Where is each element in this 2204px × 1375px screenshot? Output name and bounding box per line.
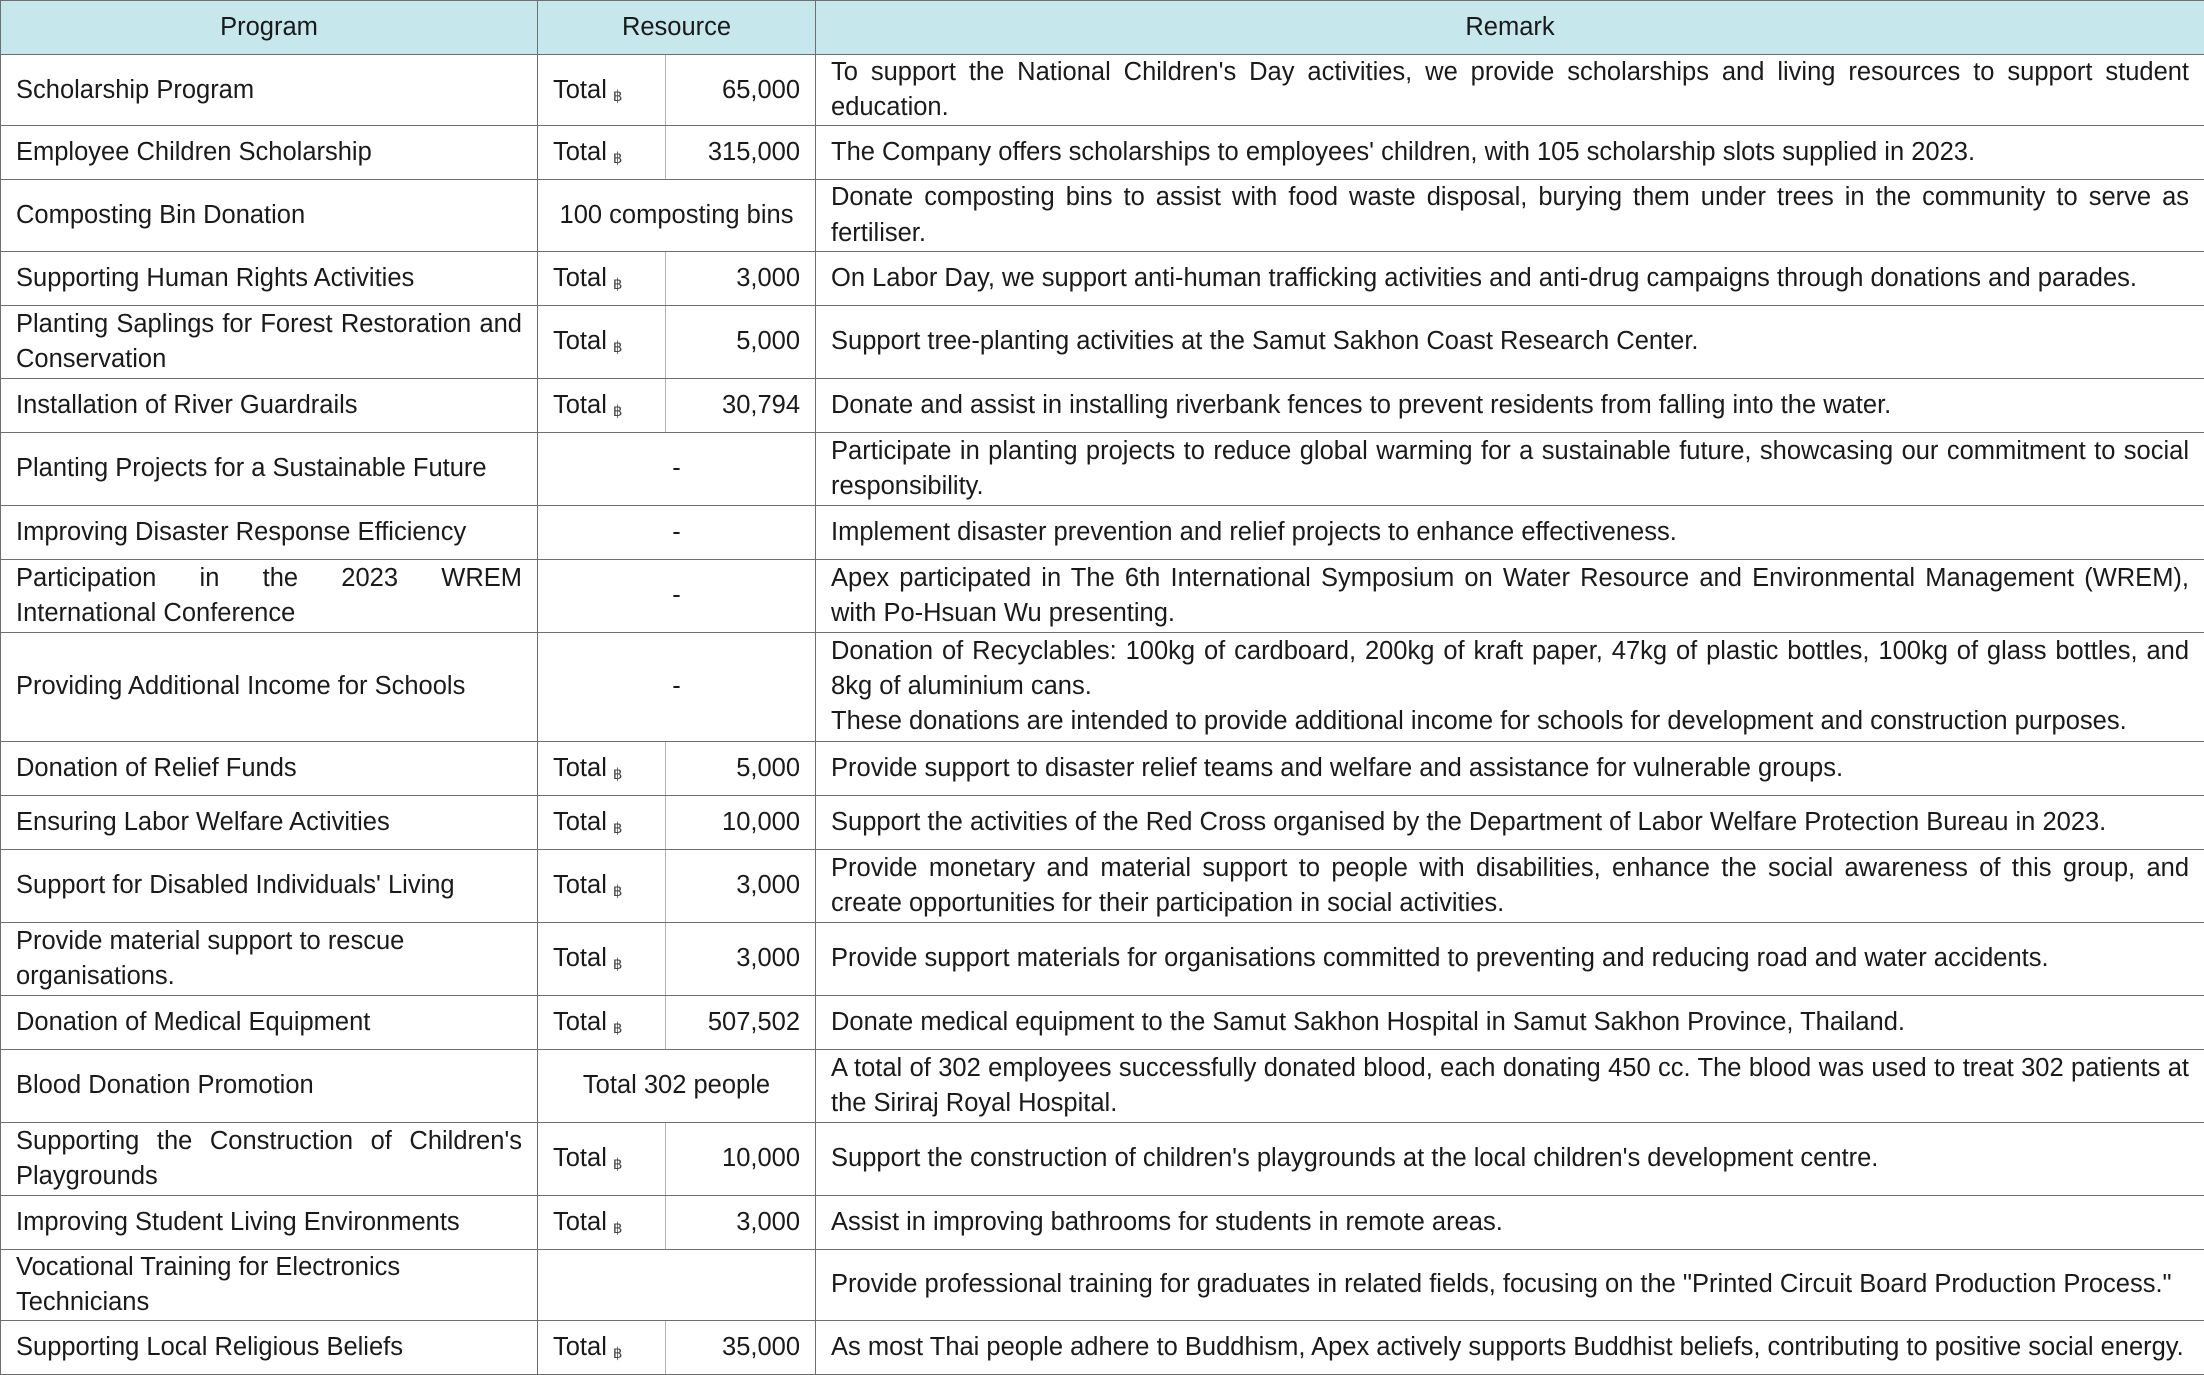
remark-cell: Provide monetary and material support to people with disabilities, enhance the social awareness of this group, and create opportunities for their participation in social activities. xyxy=(816,849,2204,922)
program-cell: Blood Donation Promotion xyxy=(1,1049,538,1122)
table-row xyxy=(1,251,2204,305)
program-cell: Vocational Training for Electronics Technicians xyxy=(1,1249,538,1320)
program-cell: Improving Disaster Response Efficiency xyxy=(1,505,538,559)
resource-unit-cell xyxy=(538,251,666,305)
table-row xyxy=(1,180,2204,251)
remark-cell: Participate in planting projects to reduce global warming for a sustainable future, showcasing our commitment to social responsibility. xyxy=(816,432,2204,505)
table-row xyxy=(1,305,2204,378)
program-cell: Employee Children Scholarship xyxy=(1,126,538,180)
table-row xyxy=(1,632,2204,741)
resource-label: Total xyxy=(553,264,607,292)
table-row xyxy=(1,505,2204,559)
remark-cell xyxy=(816,632,2204,741)
resource-label: Total xyxy=(553,391,607,419)
resource-cell: 100 composting bins xyxy=(538,180,816,251)
resource-amount-cell: 65,000 xyxy=(666,55,816,126)
resource-amount-cell: 10,000 xyxy=(666,1122,816,1195)
remark-cell: Apex participated in The 6th International Symposium on Water Resource and Environmental Management (WREM), with Po-Hsuan Wu presenting. xyxy=(816,559,2204,632)
program-cell: Provide material support to rescue organisations. xyxy=(1,922,538,995)
program-cell: Supporting the Construction of Children's Playgrounds xyxy=(1,1122,538,1195)
baht-symbol: ฿ xyxy=(613,1345,623,1362)
remark-cell: Implement disaster prevention and relief projects to enhance effectiveness. xyxy=(816,505,2204,559)
baht-symbol: ฿ xyxy=(613,276,623,293)
remark-cell: A total of 302 employees successfully donated blood, each donating 450 cc. The blood was used to treat 302 patients at the Siriraj Royal Hospital. xyxy=(816,1049,2204,1122)
table-row xyxy=(1,559,2204,632)
resource-unit-cell xyxy=(538,849,666,922)
resource-unit-cell xyxy=(538,995,666,1049)
baht-symbol: ฿ xyxy=(613,403,623,420)
remark-cell: Support the construction of children's playgrounds at the local children's development centre. xyxy=(816,1122,2204,1195)
table-row xyxy=(1,795,2204,849)
remark-cell: Donate and assist in installing riverbank fences to prevent residents from falling into the water. xyxy=(816,378,2204,432)
remark-cell: Provide support materials for organisations committed to preventing and reducing road and water accidents. xyxy=(816,922,2204,995)
baht-symbol: ฿ xyxy=(613,766,623,783)
remark-line: These donations are intended to provide additional income for schools for development and construction purposes. xyxy=(831,704,2189,739)
resource-label: Total xyxy=(553,808,607,836)
resource-amount-cell: 5,000 xyxy=(666,741,816,795)
resource-label: Total xyxy=(553,76,607,104)
resource-amount-cell: 5,000 xyxy=(666,305,816,378)
resource-amount-cell: 3,000 xyxy=(666,849,816,922)
table-row xyxy=(1,55,2204,126)
remark-cell: The Company offers scholarships to employees' children, with 105 scholarship slots supplied in 2023. xyxy=(816,126,2204,180)
program-cell: Supporting Local Religious Beliefs xyxy=(1,1321,538,1375)
resource-label: Total xyxy=(553,327,607,355)
resource-unit-cell xyxy=(538,305,666,378)
resource-cell: - xyxy=(538,559,816,632)
baht-symbol: ฿ xyxy=(613,883,623,900)
resource-cell: - xyxy=(538,432,816,505)
program-cell: Support for Disabled Individuals' Living xyxy=(1,849,538,922)
program-cell: Planting Projects for a Sustainable Future xyxy=(1,432,538,505)
resource-amount-cell: 507,502 xyxy=(666,995,816,1049)
remark-cell: Donate composting bins to assist with food waste disposal, burying them under trees in the community to serve as fertiliser. xyxy=(816,180,2204,251)
resource-cell: Total 302 people xyxy=(538,1049,816,1122)
header-program: Program xyxy=(1,1,538,55)
baht-symbol: ฿ xyxy=(613,339,623,356)
resource-unit-cell xyxy=(538,922,666,995)
remark-cell: Support the activities of the Red Cross organised by the Department of Labor Welfare Protection Bureau in 2023. xyxy=(816,795,2204,849)
baht-symbol: ฿ xyxy=(613,1020,623,1037)
table-row xyxy=(1,1195,2204,1249)
resource-label: Total xyxy=(553,1208,607,1236)
resource-unit-cell xyxy=(538,55,666,126)
table-row xyxy=(1,1249,2204,1320)
table-row xyxy=(1,378,2204,432)
resource-label: Total xyxy=(553,1008,607,1036)
baht-symbol: ฿ xyxy=(613,1156,623,1173)
resource-cell xyxy=(538,1249,816,1320)
resource-amount-cell: 315,000 xyxy=(666,126,816,180)
table-row xyxy=(1,1321,2204,1375)
resource-label: Total xyxy=(553,138,607,166)
resource-amount-cell: 3,000 xyxy=(666,251,816,305)
resource-label: Total xyxy=(553,1144,607,1172)
resource-amount-cell: 3,000 xyxy=(666,1195,816,1249)
table-row xyxy=(1,432,2204,505)
table-row xyxy=(1,995,2204,1049)
resource-unit-cell xyxy=(538,126,666,180)
table-row xyxy=(1,1049,2204,1122)
baht-symbol: ฿ xyxy=(613,956,623,973)
resource-unit-cell xyxy=(538,378,666,432)
program-cell: Improving Student Living Environments xyxy=(1,1195,538,1249)
remark-cell: As most Thai people adhere to Buddhism, Apex actively supports Buddhist beliefs, contributing to positive social energy. xyxy=(816,1321,2204,1375)
table-row xyxy=(1,126,2204,180)
program-cell: Ensuring Labor Welfare Activities xyxy=(1,795,538,849)
program-cell: Composting Bin Donation xyxy=(1,180,538,251)
resource-cell: - xyxy=(538,632,816,741)
resource-label: Total xyxy=(553,871,607,899)
resource-unit-cell xyxy=(538,1195,666,1249)
table-row xyxy=(1,1122,2204,1195)
table-header-row xyxy=(1,1,2204,55)
baht-symbol: ฿ xyxy=(613,88,623,105)
program-cell: Installation of River Guardrails xyxy=(1,378,538,432)
remark-cell: Donate medical equipment to the Samut Sakhon Hospital in Samut Sakhon Province, Thailand. xyxy=(816,995,2204,1049)
baht-symbol: ฿ xyxy=(613,820,623,837)
resource-amount-cell: 3,000 xyxy=(666,922,816,995)
resource-amount-cell: 35,000 xyxy=(666,1321,816,1375)
remark-line: Donation of Recyclables: 100kg of cardboard, 200kg of kraft paper, 47kg of plastic bottles, 100kg of glass bottles, and 8kg of aluminium cans. xyxy=(831,634,2189,704)
resource-amount-cell: 10,000 xyxy=(666,795,816,849)
resource-label: Total xyxy=(553,1333,607,1361)
program-cell: Supporting Human Rights Activities xyxy=(1,251,538,305)
resource-label: Total xyxy=(553,754,607,782)
resource-unit-cell xyxy=(538,741,666,795)
header-remark: Remark xyxy=(816,1,2204,55)
program-cell: Scholarship Program xyxy=(1,55,538,126)
program-cell: Donation of Medical Equipment xyxy=(1,995,538,1049)
remark-cell: Support tree-planting activities at the Samut Sakhon Coast Research Center. xyxy=(816,305,2204,378)
remark-cell: Provide professional training for graduates in related fields, focusing on the "Printed Circuit Board Production Process." xyxy=(816,1249,2204,1320)
resource-label: Total xyxy=(553,944,607,972)
program-cell: Participation in the 2023 WREM International Conference xyxy=(1,559,538,632)
table-row xyxy=(1,741,2204,795)
resource-amount-cell: 30,794 xyxy=(666,378,816,432)
resource-unit-cell xyxy=(538,1321,666,1375)
remark-cell: Assist in improving bathrooms for students in remote areas. xyxy=(816,1195,2204,1249)
remark-cell: On Labor Day, we support anti-human trafficking activities and anti-drug campaigns through donations and parades. xyxy=(816,251,2204,305)
program-cell: Providing Additional Income for Schools xyxy=(1,632,538,741)
resource-unit-cell xyxy=(538,795,666,849)
baht-symbol: ฿ xyxy=(613,150,623,167)
resource-unit-cell xyxy=(538,1122,666,1195)
header-resource: Resource xyxy=(538,1,816,55)
baht-symbol: ฿ xyxy=(613,1220,623,1237)
table-row xyxy=(1,922,2204,995)
remark-cell: To support the National Children's Day activities, we provide scholarships and living resources to support student education. xyxy=(816,55,2204,126)
program-cell: Planting Saplings for Forest Restoration and Conservation xyxy=(1,305,538,378)
remark-cell: Provide support to disaster relief teams and welfare and assistance for vulnerable groups. xyxy=(816,741,2204,795)
table-row xyxy=(1,849,2204,922)
program-cell: Donation of Relief Funds xyxy=(1,741,538,795)
resource-cell: - xyxy=(538,505,816,559)
